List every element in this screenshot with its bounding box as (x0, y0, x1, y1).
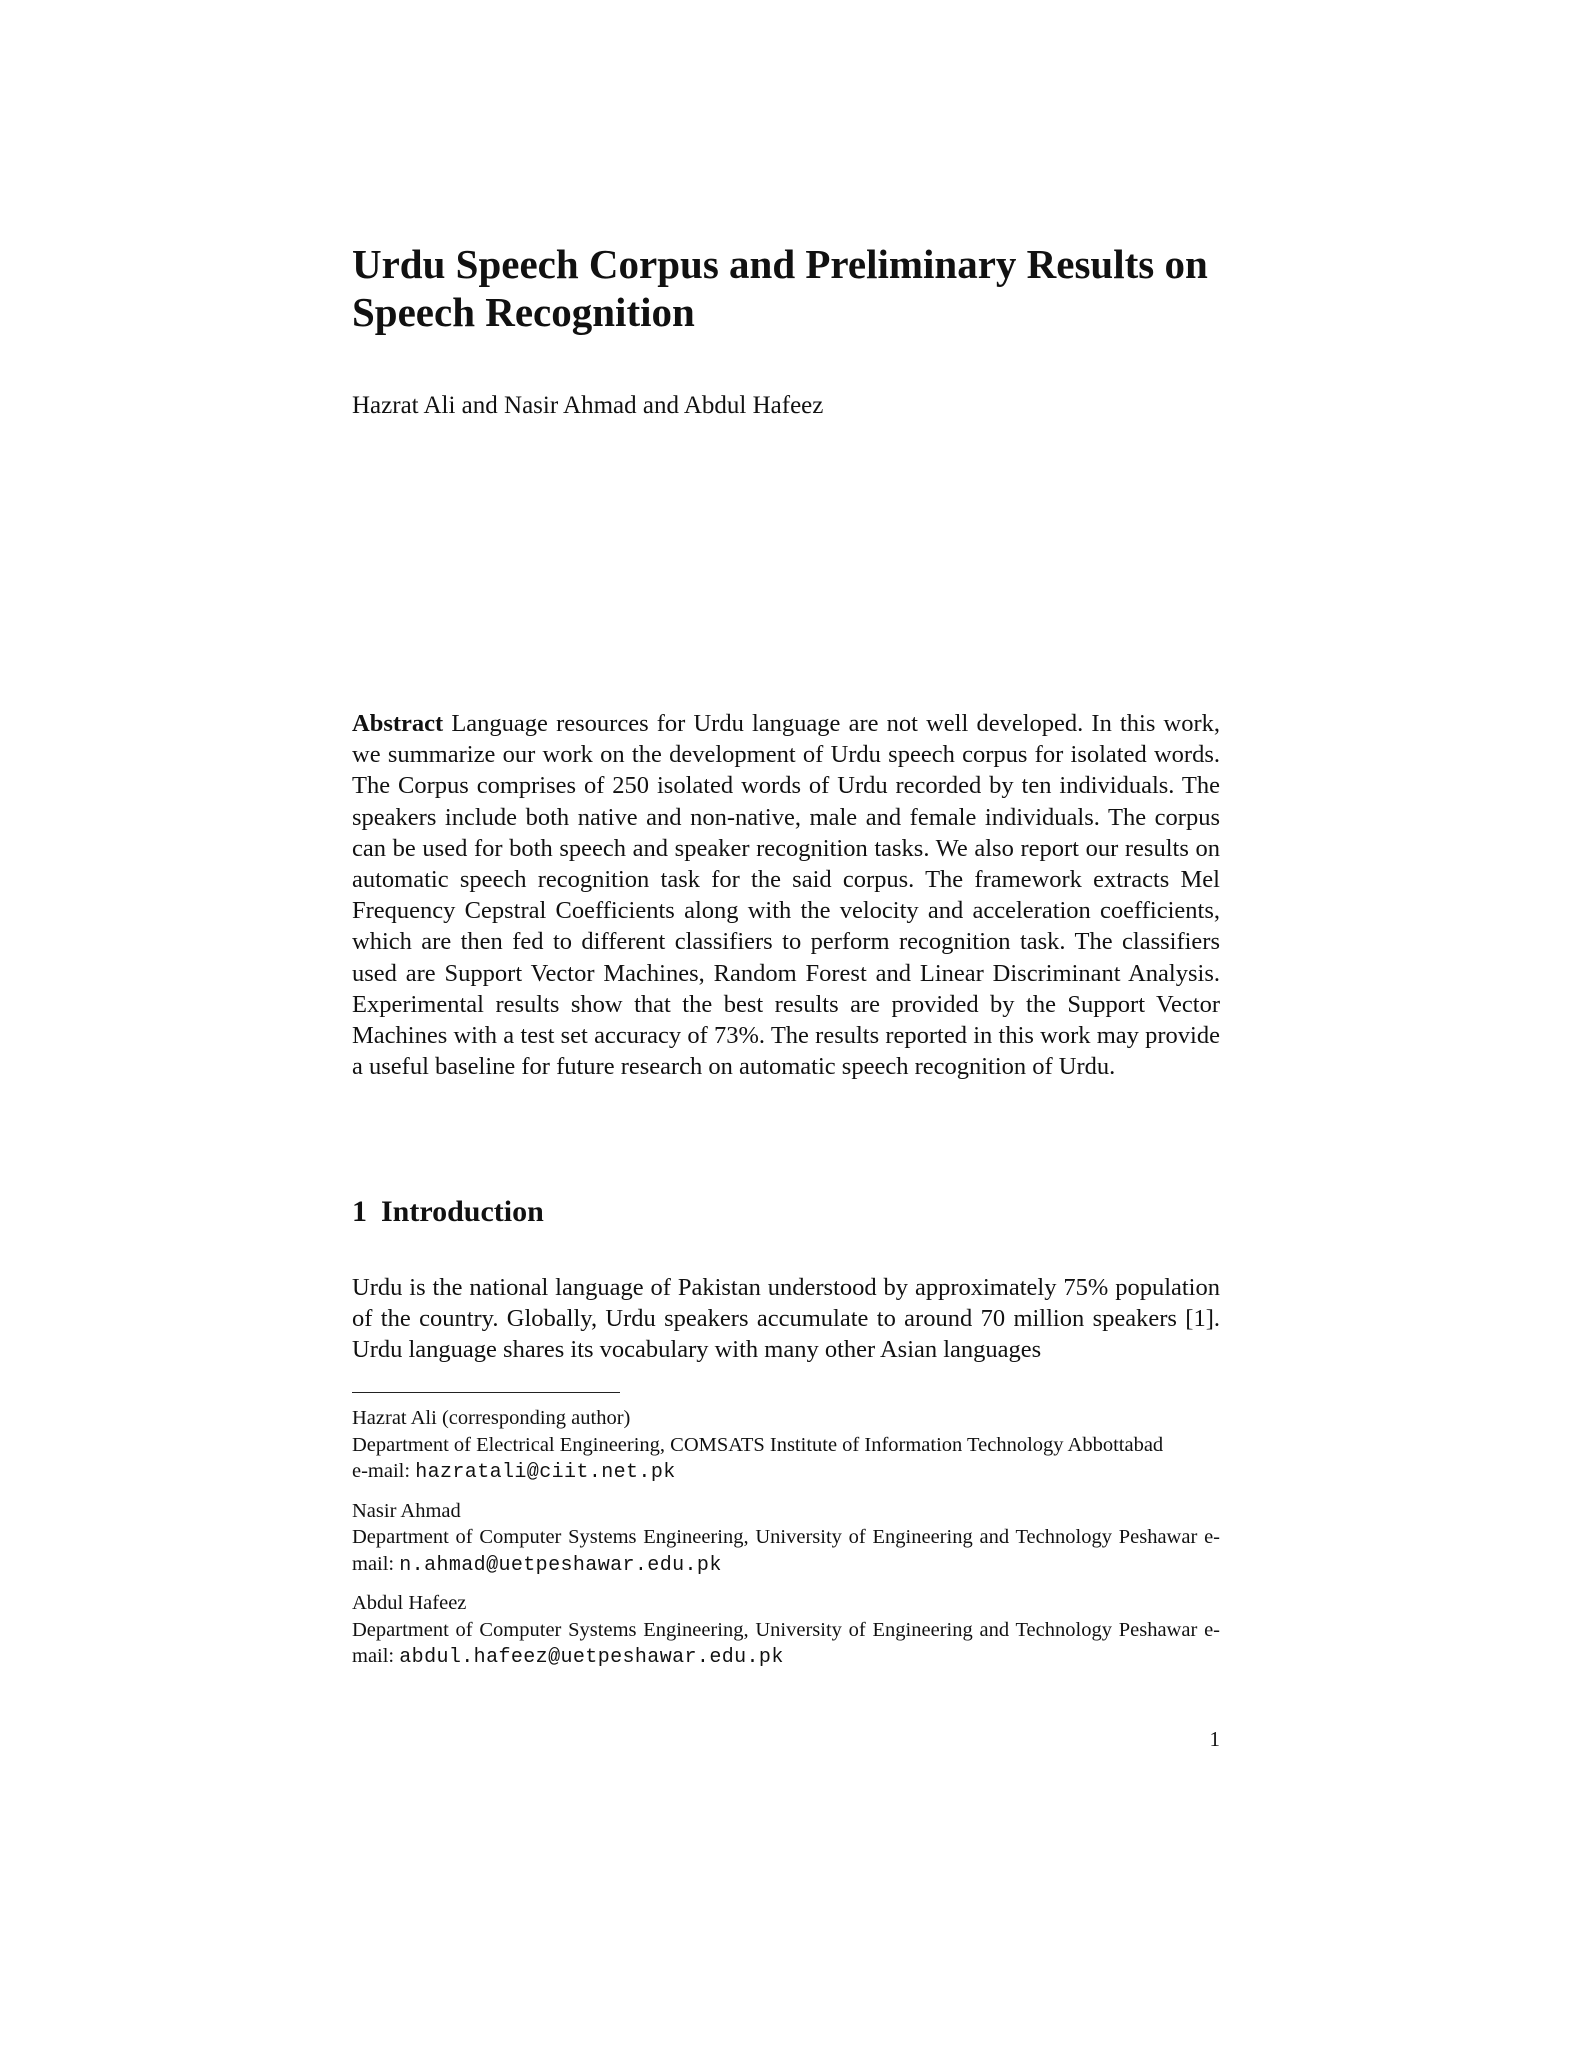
footnote-author-2 (352, 1498, 1220, 1580)
footnote-author-name: Nasir Ahmad (352, 1499, 461, 1522)
footnote-rule (352, 1392, 620, 1393)
section-number: 1 (352, 1195, 367, 1228)
footnotes (352, 1405, 1220, 1683)
page-number: 1 (1209, 1727, 1220, 1751)
footnote-email-label: e-mail: (352, 1460, 411, 1482)
abstract (352, 708, 1220, 1082)
footnote-author-name: Hazrat Ali (corresponding author) (352, 1407, 631, 1429)
paper-title: Urdu Speech Corpus and Preliminary Results on Speech Recognition (352, 241, 1208, 335)
footnote-email-label: e-mail: (352, 1526, 1221, 1575)
section-title: Introduction (381, 1195, 544, 1228)
introduction-text: Urdu is the national language of Pakistan understood by approximately 75% population of the country. Globally, Urdu speakers accumulate to around 70 million speakers [1]. Urdu language shares its vocabulary with many other Asian languages (352, 1274, 1220, 1364)
footnote-email[interactable]: abdul.hafeez@uetpeshawar.edu.pk (399, 1646, 784, 1669)
footnote-affiliation: Department of Electrical Engineering, COMSATS Institute of Information Technology Abbottabad (352, 1433, 1164, 1456)
footnote-affiliation: Department of Computer Systems Engineering, University of Engineering and Technology Peshawar (352, 1618, 1198, 1641)
footnote-author-1 (352, 1405, 1220, 1487)
abstract-label: Abstract (352, 710, 444, 737)
footnote-email[interactable]: n.ahmad@uetpeshawar.edu.pk (399, 1553, 722, 1577)
footnote-author-3 (352, 1590, 1220, 1672)
footnote-author-name: Abdul Hafeez (352, 1592, 467, 1614)
footnote-affiliation: Department of Computer Systems Engineering, University of Engineering and Technology Peshawar (352, 1526, 1198, 1548)
section-heading-introduction (352, 1193, 1220, 1231)
footnote-email[interactable]: hazratali@ciit.net.pk (415, 1461, 676, 1484)
footnote-email-label: e-mail: (352, 1618, 1221, 1667)
author-list: Hazrat Ali and Nasir Ahmad and Abdul Hafeez (352, 392, 824, 419)
abstract-text: Language resources for Urdu language are not well developed. In this work, we summarize our work on the development of Urdu speech corpus for isolated words. The Corpus comprises of 250 isolated words of Urdu recorded by ten individuals. The speakers include both native and non-native, male and female individuals. The corpus can be used for both speech and speaker recognition tasks. We also report our results on automatic speech recognition task for the said corpus. The framework extracts Mel Frequency Cepstral Coefficients along with the velocity and acceleration coefficients, which are then fed to different classifiers to perform recognition task. The classifiers used are Support Vector Machines, Random Forest and Linear Discriminant Analysis. Experimental results show that the best results are provided by the Support Vector Machines with a test set accuracy of 73%. The results reported in this work may provide a useful baseline for future research on automatic speech recognition of Urdu. (352, 710, 1221, 1081)
